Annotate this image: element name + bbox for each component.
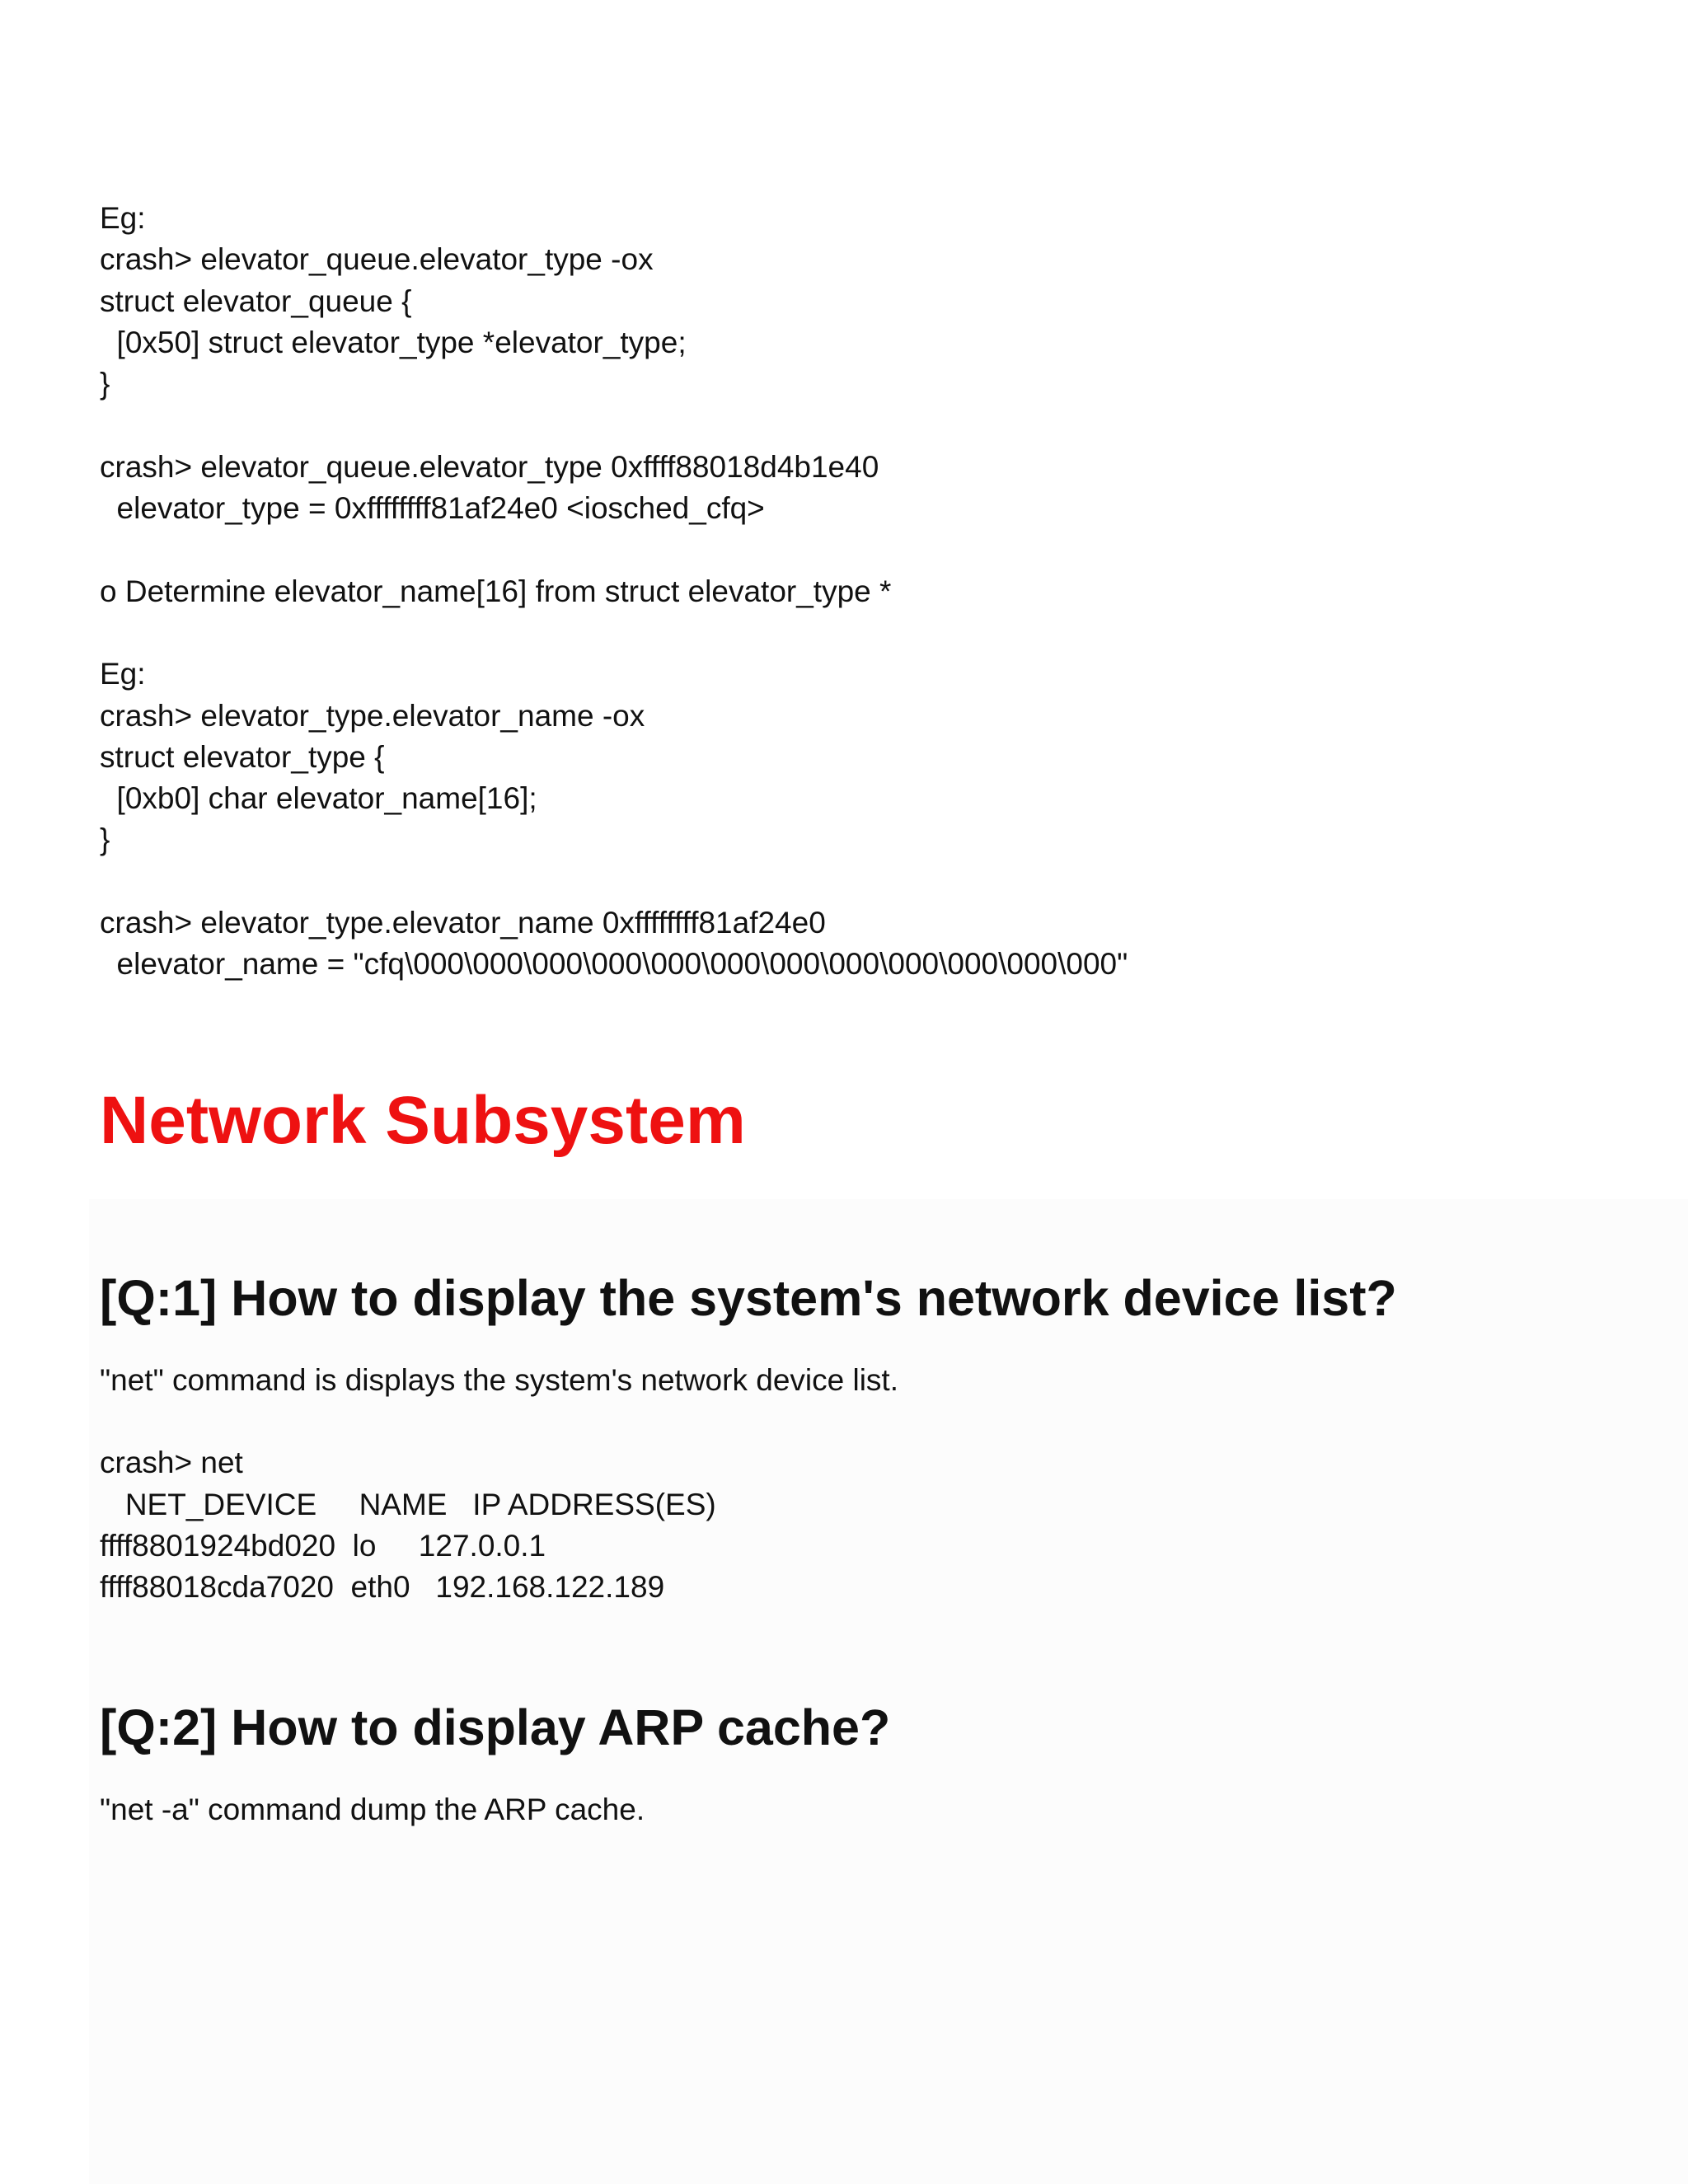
text-line: struct elevator_queue { — [100, 284, 412, 318]
text-line: } — [100, 367, 110, 401]
text-line: crash> elevator_queue.elevator_type 0xffff88018d4b1e40 — [100, 449, 879, 484]
text-line: crash> elevator_queue.elevator_type -ox — [100, 242, 654, 277]
text-line: Eg: — [100, 657, 146, 691]
text-line: [0xb0] char elevator_name[16]; — [100, 781, 537, 816]
text-line: elevator_type = 0xffffffff81af24e0 <iosched_cfq> — [100, 491, 765, 526]
code-block-elevator — [100, 198, 1666, 986]
command-prompt: crash> net — [100, 1446, 243, 1480]
text-line: o Determine elevator_name[16] from struct elevator_type * — [100, 574, 892, 608]
question-1-intro: "net" command is displays the system's network device list. — [100, 1362, 898, 1397]
text-line: crash> elevator_type.elevator_name -ox — [100, 698, 645, 733]
question-2-intro: "net -a" command dump the ARP cache. — [100, 1793, 645, 1827]
blank-line — [100, 1401, 1666, 1442]
page-content — [100, 198, 1666, 1831]
question-2-title: [Q:2] How to display ARP cache? — [100, 1699, 891, 1756]
text-line: elevator_name = "cfq\000\000\000\000\000\000\000\000\000\000\000\000" — [100, 947, 1128, 982]
section-title: Network Subsystem — [100, 1082, 746, 1158]
blank-line — [100, 861, 1666, 902]
blank-line — [100, 612, 1666, 654]
text-line: [0x50] struct elevator_type *elevator_type; — [100, 325, 687, 359]
table-header: NET_DEVICE NAME IP ADDRESS(ES) — [100, 1487, 716, 1521]
text-line: } — [100, 823, 110, 857]
table-row: ffff88018cda7020 eth0 192.168.122.189 — [100, 1570, 665, 1605]
blank-line — [100, 529, 1666, 570]
text-line: Eg: — [100, 201, 146, 235]
text-line: crash> elevator_type.elevator_name 0xffffffff81af24e0 — [100, 906, 826, 940]
text-line: struct elevator_type { — [100, 739, 385, 774]
blank-line — [100, 405, 1666, 446]
question-1-title: [Q:1] How to display the system's network device list? — [100, 1269, 1397, 1326]
table-row: ffff8801924bd020 lo 127.0.0.1 — [100, 1528, 546, 1563]
